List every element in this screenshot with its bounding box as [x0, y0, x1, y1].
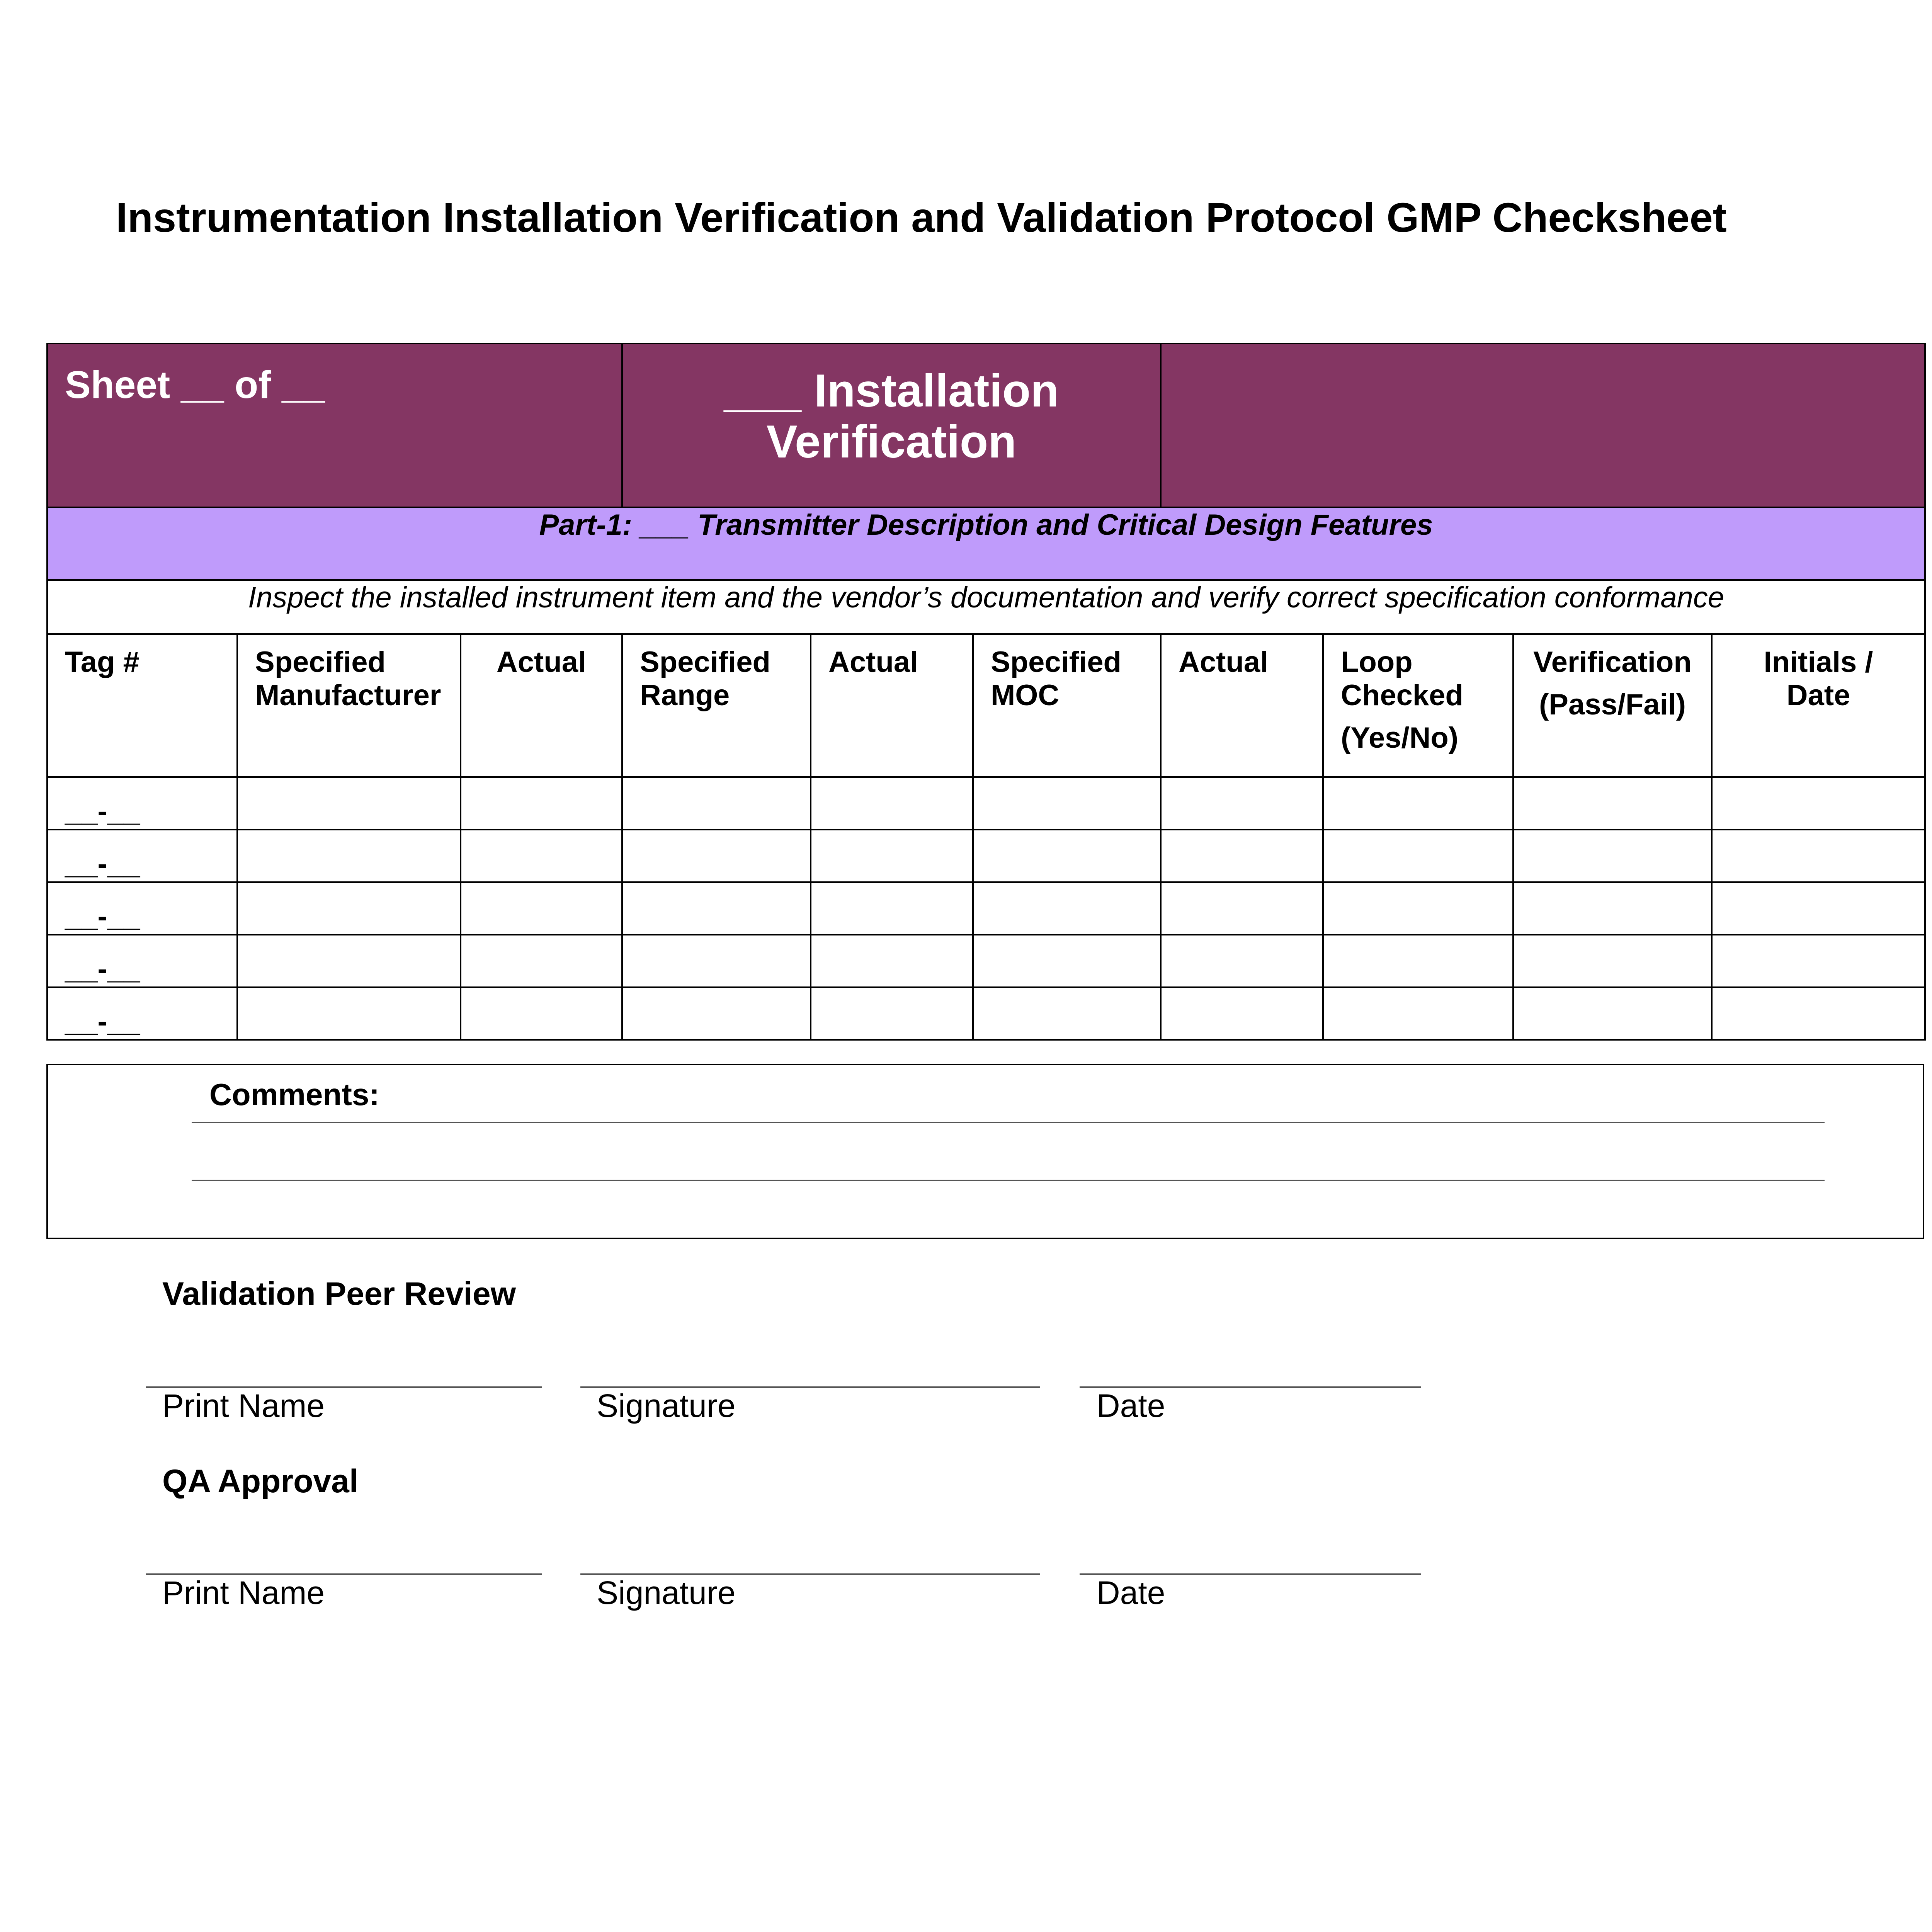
entry-cell[interactable] [622, 830, 811, 882]
comments-label: Comments: [209, 1077, 380, 1112]
col-header-specified-range: Specified Range [622, 634, 811, 777]
entry-cell[interactable] [461, 882, 622, 935]
entry-cell[interactable] [973, 830, 1161, 882]
table-row [47, 830, 1925, 882]
entry-cell[interactable] [622, 882, 811, 935]
entry-cell[interactable] [1323, 987, 1513, 1040]
col-header-loop-checked: Loop Checked (Yes/No) [1323, 634, 1513, 777]
table-row [47, 882, 1925, 935]
entry-cell[interactable] [1323, 830, 1513, 882]
col-header-tag: Tag # [47, 634, 237, 777]
entry-cell[interactable] [1513, 777, 1712, 830]
entry-cell[interactable] [811, 882, 973, 935]
entry-cell[interactable] [1161, 935, 1323, 987]
entry-cell[interactable] [1513, 830, 1712, 882]
peer-review-print-name-label: Print Name [162, 1388, 325, 1424]
entry-cell[interactable] [973, 777, 1161, 830]
instruction-text: Inspect the installed instrument item and the vendor’s documentation and verify correct specification conformance [47, 580, 1925, 634]
qa-print-name-label: Print Name [162, 1575, 325, 1611]
entry-cell[interactable] [1513, 935, 1712, 987]
peer-review-signature-label: Signature [597, 1388, 736, 1424]
header-band [47, 344, 1925, 507]
comments-line[interactable] [192, 1122, 1825, 1123]
entry-cell[interactable] [973, 935, 1161, 987]
sheet-number-cell[interactable]: Sheet __ of __ [47, 344, 622, 507]
entry-cell[interactable] [811, 777, 973, 830]
header-blank-cell [1161, 344, 1925, 507]
installation-title-line1: ___ Installation [724, 365, 1059, 417]
entry-cell[interactable] [461, 987, 622, 1040]
installation-title-line2: Verification [766, 416, 1017, 468]
col-header-actual-moc: Actual [1161, 634, 1323, 777]
entry-cell[interactable] [237, 882, 461, 935]
entry-cell[interactable] [1161, 882, 1323, 935]
col-header-verification: Verification (Pass/Fail) [1513, 634, 1712, 777]
entry-cell[interactable] [1323, 777, 1513, 830]
col-header-actual-range: Actual [811, 634, 973, 777]
entry-cell[interactable] [461, 935, 622, 987]
comments-line[interactable] [192, 1180, 1825, 1181]
entry-cell[interactable] [1161, 777, 1323, 830]
entry-cell[interactable] [237, 935, 461, 987]
part-title: Part-1: ___ Transmitter Description and Critical Design Features [47, 507, 1925, 580]
entry-cell[interactable] [811, 987, 973, 1040]
entry-cell[interactable] [1323, 935, 1513, 987]
entry-cell[interactable] [1323, 882, 1513, 935]
col-header-initials-date: Initials / Date [1712, 634, 1925, 777]
tag-cell[interactable]: __-__ [47, 777, 237, 830]
entry-cell[interactable] [811, 935, 973, 987]
entry-cell[interactable] [622, 777, 811, 830]
entry-cell[interactable] [973, 987, 1161, 1040]
instruction-band [47, 580, 1925, 634]
part-band [47, 507, 1925, 580]
entry-cell[interactable] [1712, 830, 1925, 882]
column-header-row [47, 634, 1925, 777]
peer-review-heading: Validation Peer Review [162, 1276, 516, 1312]
entry-cell[interactable] [237, 777, 461, 830]
entry-cell[interactable] [1161, 987, 1323, 1040]
entry-cell[interactable] [622, 935, 811, 987]
verification-table [46, 343, 1926, 1041]
entry-cell[interactable] [237, 987, 461, 1040]
entry-cell[interactable] [461, 777, 622, 830]
entry-cell[interactable] [1712, 777, 1925, 830]
table-row [47, 777, 1925, 830]
col-header-specified-manufacturer: Specified Manufacturer [237, 634, 461, 777]
qa-signature-label: Signature [597, 1575, 736, 1611]
page-title: Instrumentation Installation Verification and Validation Protocol GMP Checksheet [116, 194, 1727, 241]
entry-cell[interactable] [461, 830, 622, 882]
entry-cell[interactable] [237, 830, 461, 882]
entry-cell[interactable] [1712, 987, 1925, 1040]
table-row [47, 987, 1925, 1040]
entry-cell[interactable] [973, 882, 1161, 935]
col-header-specified-moc: Specified MOC [973, 634, 1161, 777]
entry-cell[interactable] [1712, 882, 1925, 935]
entry-cell[interactable] [622, 987, 811, 1040]
table-row [47, 935, 1925, 987]
entry-cell[interactable] [1513, 882, 1712, 935]
qa-date-label: Date [1097, 1575, 1165, 1611]
entry-cell[interactable] [1161, 830, 1323, 882]
installation-verification-cell [622, 344, 1161, 507]
col-header-actual-manufacturer: Actual [461, 634, 622, 777]
entry-cell[interactable] [1712, 935, 1925, 987]
tag-cell[interactable]: __-__ [47, 882, 237, 935]
entry-cell[interactable] [1513, 987, 1712, 1040]
entry-cell[interactable] [811, 830, 973, 882]
comments-box[interactable] [46, 1064, 1924, 1239]
tag-cell[interactable]: __-__ [47, 830, 237, 882]
tag-cell[interactable]: __-__ [47, 987, 237, 1040]
qa-approval-heading: QA Approval [162, 1463, 359, 1499]
peer-review-date-label: Date [1097, 1388, 1165, 1424]
tag-cell[interactable]: __-__ [47, 935, 237, 987]
